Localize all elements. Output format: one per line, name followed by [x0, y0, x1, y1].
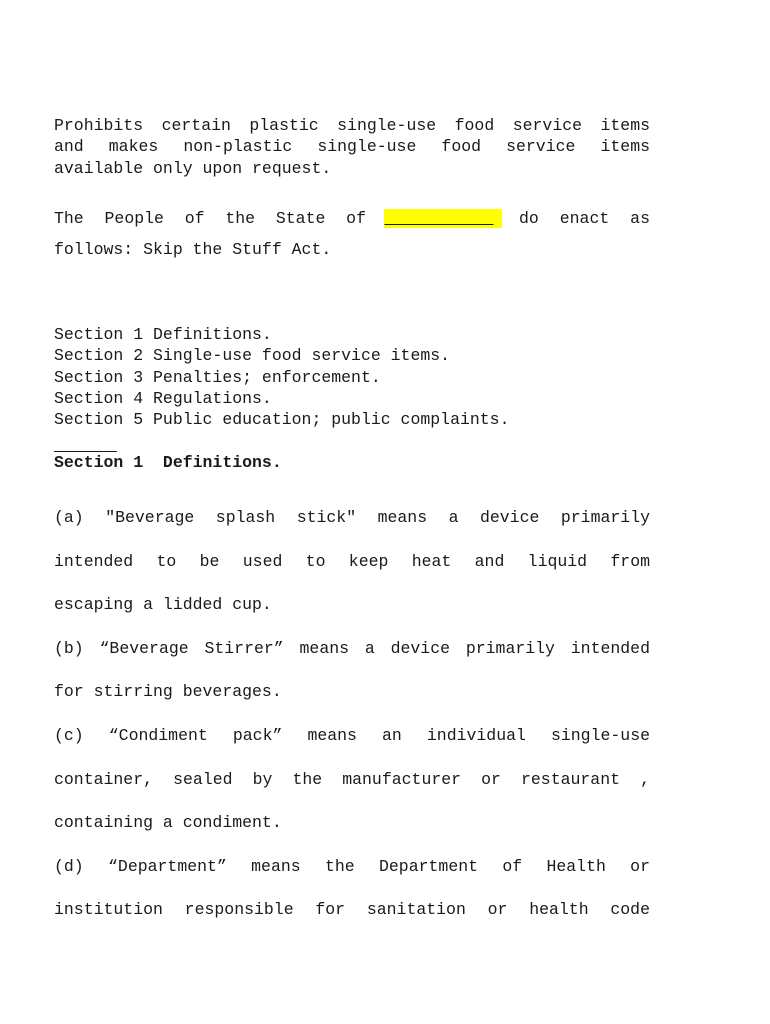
enacting-prefix: The People of the State of	[54, 209, 366, 228]
definition-line: escaping a lidded cup.	[54, 595, 272, 615]
toc-item[interactable]: Section 3 Penalties; enforcement.	[54, 367, 381, 387]
summary-line: and makes non-plastic single-use food service items	[54, 137, 650, 157]
definition-line: institution responsible for sanitation or health code	[54, 900, 650, 920]
summary-line: available only upon request.	[54, 158, 332, 178]
definition-line: container, sealed by the manufacturer or restaurant ,	[54, 769, 650, 789]
definition-line: for stirring beverages.	[54, 682, 282, 702]
toc-item[interactable]: Section 5 Public education; public complaints.	[54, 410, 510, 430]
definitions-body	[54, 496, 650, 932]
toc-item[interactable]: Section 2 Single-use food service items.	[54, 346, 451, 366]
toc-item[interactable]: Section 1 Definitions.	[54, 325, 272, 344]
enacting-clause	[54, 209, 650, 259]
bill-summary	[54, 115, 650, 179]
definition-line: (d) “Department” means the Department of Health or	[54, 856, 650, 876]
definition-line: intended to be used to keep heat and liquid from	[54, 551, 650, 571]
summary-line: Prohibits certain plastic single-use food service items	[54, 116, 650, 135]
enacting-suffix: do enact as	[519, 209, 650, 228]
definition-line: (a) "Beverage splash stick" means a device primarily	[54, 508, 650, 527]
definition-line: (b) “Beverage Stirrer” means a device primarily intended	[54, 638, 650, 658]
toc-item[interactable]: Section 4 Regulations.	[54, 388, 272, 408]
definition-line: containing a condiment.	[54, 813, 282, 833]
section-divider	[54, 451, 117, 452]
definition-line: (c) “Condiment pack” means an individual single-use	[54, 725, 650, 745]
state-name-blank[interactable]: ___________	[384, 209, 502, 228]
act-title-line: follows: Skip the Stuff Act.	[54, 240, 332, 259]
table-of-contents	[54, 324, 650, 430]
section-heading: Section 1 Definitions.	[54, 453, 282, 472]
